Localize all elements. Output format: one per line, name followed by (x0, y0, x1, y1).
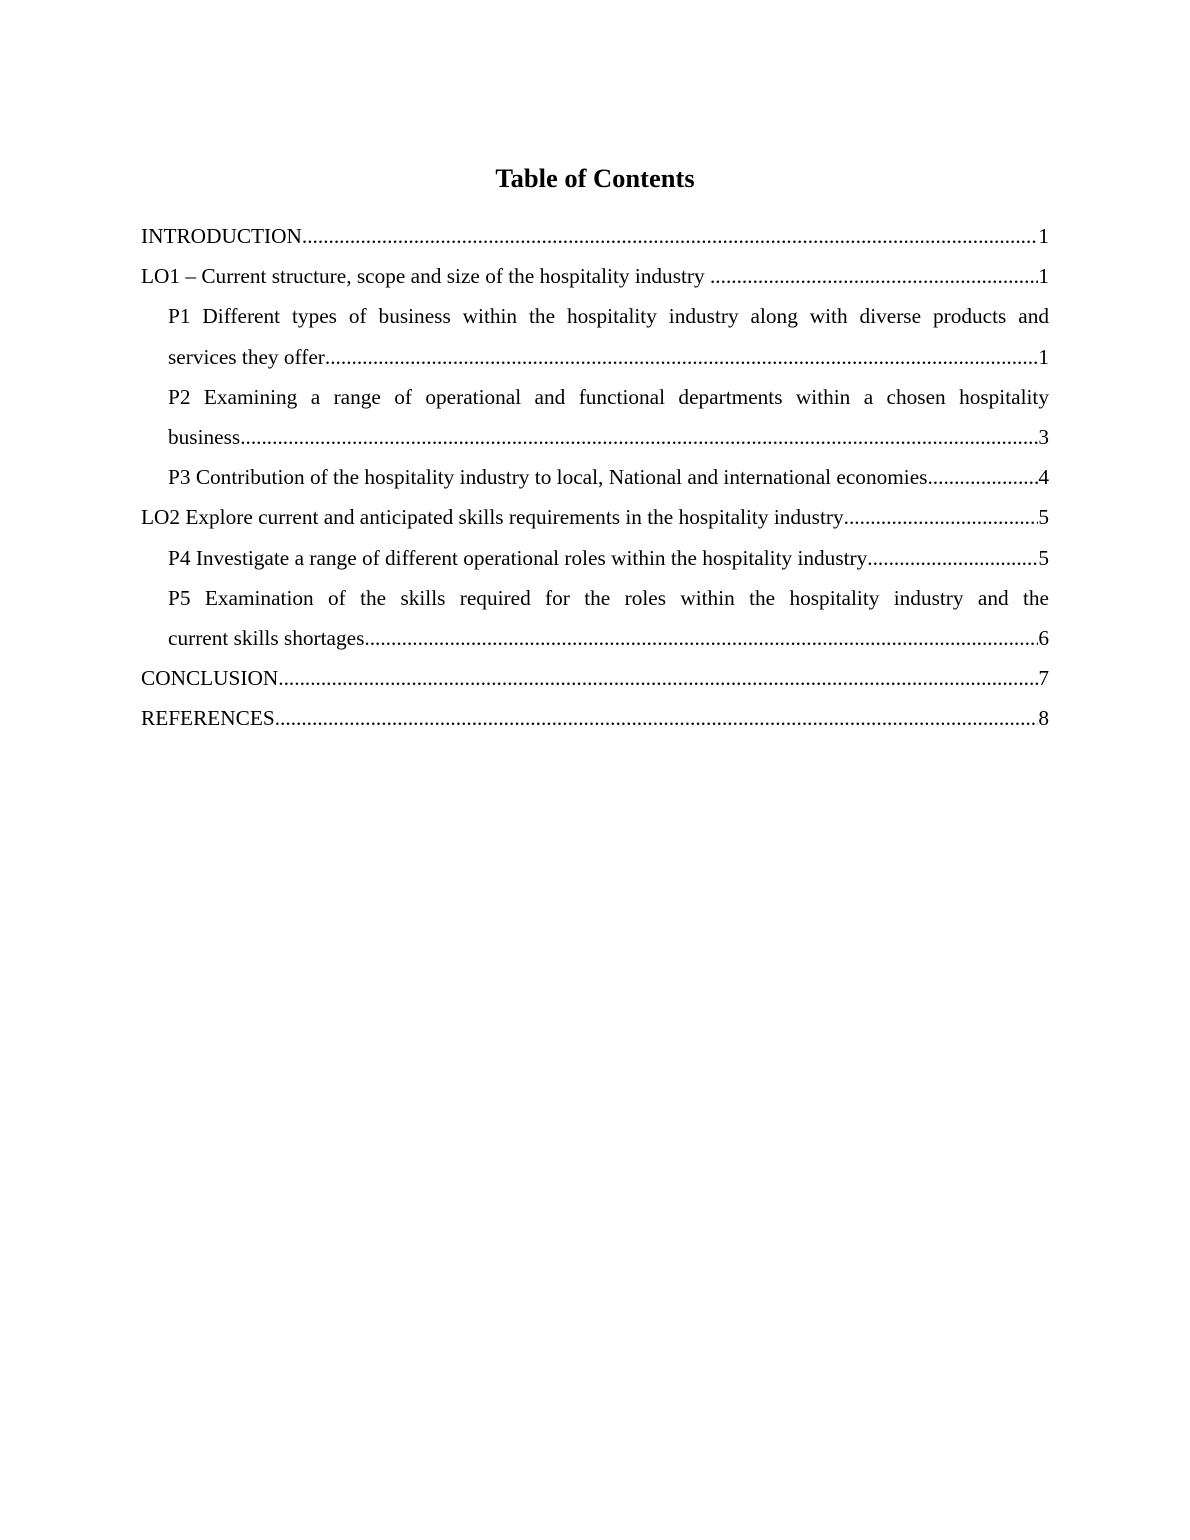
dot-leader (275, 698, 1039, 738)
toc-page-number: 8 (1038, 706, 1049, 731)
toc-entry-text: P4 Investigate a range of different operational roles within the hospitality industry (168, 545, 868, 570)
dot-leader (240, 417, 1038, 457)
dot-leader (325, 337, 1038, 377)
toc-entry-p3[interactable] (168, 457, 1049, 497)
toc-page-number: 5 (1038, 505, 1049, 530)
toc-entry-conclusion[interactable] (141, 658, 1049, 698)
toc-entry-lo2[interactable] (141, 497, 1049, 537)
toc-entry-text: LO2 Explore current and anticipated skills requirements in the hospitality industry (141, 505, 844, 530)
dot-leader (302, 216, 1038, 256)
toc-entry-text: business (168, 425, 241, 450)
toc-entry-p2[interactable] (168, 377, 1049, 457)
toc-page-number: 4 (1038, 465, 1049, 490)
toc-entry-text: current skills shortages (168, 626, 365, 651)
toc-entry-text-line1: P5 Examination of the skills required for the roles within the hospitality industry and the (168, 585, 1049, 610)
toc-entry-text: services they offer (168, 344, 325, 369)
toc-page-number: 7 (1038, 666, 1049, 691)
toc-entry-p1[interactable] (168, 296, 1049, 376)
dot-leader (844, 497, 1039, 537)
toc-title: Table of Contents (495, 163, 695, 193)
toc-entry-introduction[interactable] (141, 216, 1049, 256)
toc-page-number: 3 (1038, 425, 1049, 450)
toc-entry-text: P3 Contribution of the hospitality industry to local, National and international economies (168, 465, 928, 490)
dot-leader (278, 658, 1038, 698)
toc-entry-p5[interactable] (168, 578, 1049, 658)
toc-entry-references[interactable] (141, 698, 1049, 738)
dot-leader (364, 618, 1038, 658)
toc-page-number: 5 (1038, 545, 1049, 570)
toc-page-number: 1 (1038, 264, 1049, 289)
toc-entry-text: REFERENCES (141, 706, 275, 731)
dot-leader (927, 457, 1038, 497)
toc-page-number: 6 (1038, 626, 1049, 651)
toc-entry-text-line1: P1 Different types of business within the hospitality industry along with diverse products and (168, 304, 1049, 329)
dot-leader (867, 538, 1038, 578)
toc-entry-p4[interactable] (168, 538, 1049, 578)
toc-entry-text: CONCLUSION (141, 666, 279, 691)
toc-entry-text: LO1 – Current structure, scope and size of the hospitality industry (141, 264, 710, 289)
toc-entry-lo1[interactable] (141, 256, 1049, 296)
toc-entry-text-line1: P2 Examining a range of operational and functional departments within a chosen hospitality (168, 384, 1049, 409)
dot-leader (710, 256, 1038, 296)
toc-list (141, 216, 1049, 739)
toc-page-number: 1 (1038, 344, 1049, 369)
toc-entry-text: INTRODUCTION (141, 224, 302, 248)
toc-page-number: 1 (1038, 224, 1049, 248)
